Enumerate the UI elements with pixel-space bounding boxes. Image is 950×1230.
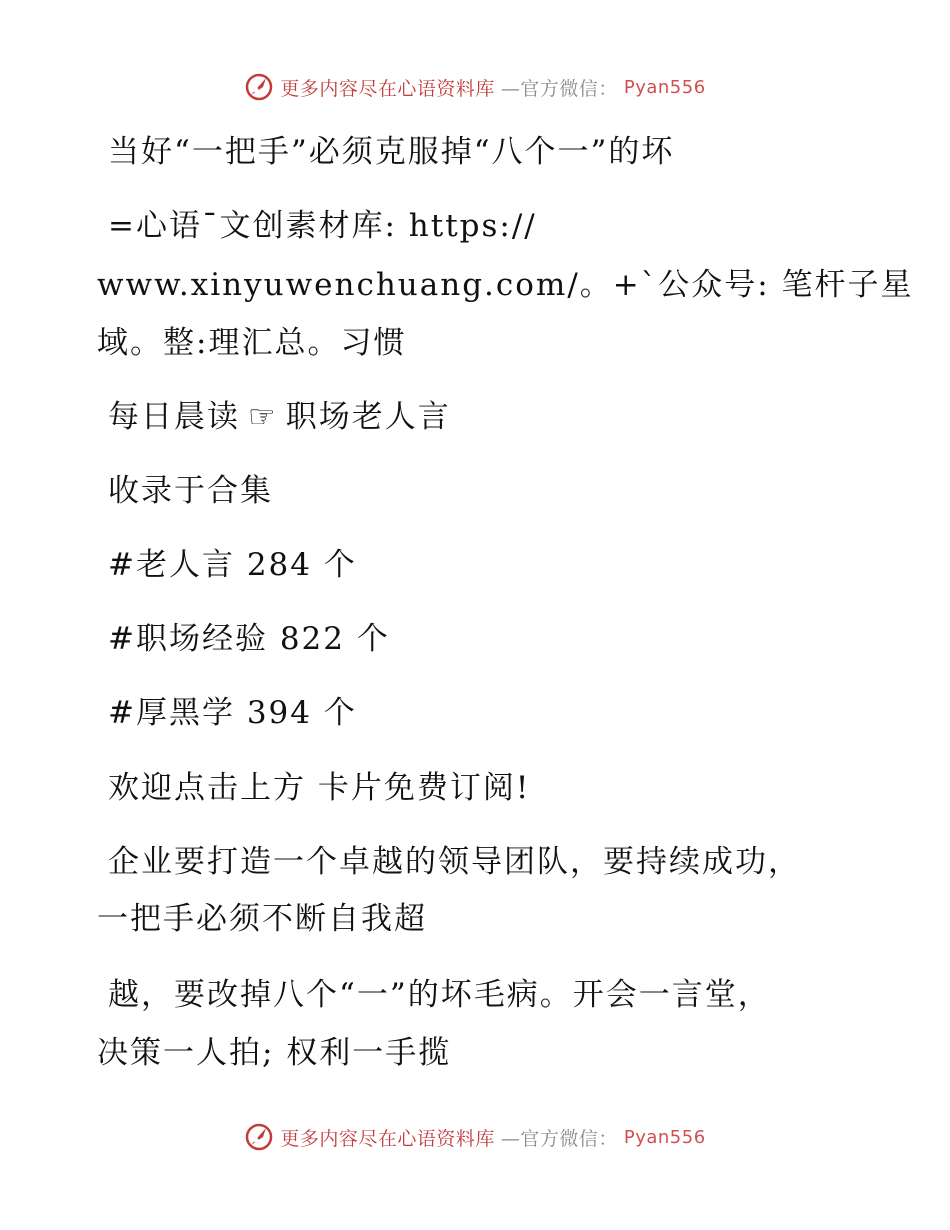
- morning-reading-label: 每日晨读: [108, 399, 240, 435]
- watermark-wechat-label: —官方微信：: [500, 1127, 618, 1150]
- footer-watermark: [0, 1122, 950, 1152]
- source-line-2: www.xinyuwenchuang.com/。+`公众号: 笔杆子星: [97, 267, 914, 303]
- watermark-wechat-label: —官方微信：: [500, 77, 618, 100]
- watermark-wechat-id: Pyan556: [623, 1126, 706, 1148]
- column-name: 职场老人言: [285, 399, 451, 435]
- tag-zhichang-jingyan[interactable]: #职场经验 822 个: [108, 621, 390, 657]
- document-title: 当好“一把手”必须克服掉“八个一”的坏: [108, 134, 675, 170]
- header-watermark: [0, 72, 950, 102]
- source-line-1: =心语¯文创素材库: https://: [108, 208, 537, 244]
- subscribe-prompt: 欢迎点击上方 卡片免费订阅!: [108, 770, 531, 806]
- source-line-3: 域。整:理汇总。习惯: [97, 325, 407, 361]
- paragraph-2-line-2: 决策一人拍; 权利一手揽: [97, 1035, 452, 1071]
- feather-logo-icon: [244, 1122, 274, 1152]
- paragraph-2-line-1: 越，要改掉八个“一”的坏毛病。开会一言堂，: [108, 977, 771, 1013]
- tag-laorenyan[interactable]: #老人言 284 个: [108, 547, 357, 583]
- watermark-brand-text: 更多内容尽在心语资料库: [280, 1127, 495, 1150]
- tag-houheixue[interactable]: #厚黑学 394 个: [108, 695, 357, 731]
- collection-label: 收录于合集: [108, 473, 273, 509]
- paragraph-1-line-1: 企业要打造一个卓越的领导团队，要持续成功，: [108, 844, 801, 880]
- feather-logo-icon: [244, 72, 274, 102]
- watermark-brand-text: 更多内容尽在心语资料库: [280, 77, 495, 100]
- paragraph-1-line-2: 一把手必须不断自我超: [97, 901, 427, 937]
- watermark-wechat-id: Pyan556: [623, 76, 706, 98]
- morning-reading-line: [108, 391, 451, 436]
- pointing-hand-icon: ☞: [248, 399, 278, 435]
